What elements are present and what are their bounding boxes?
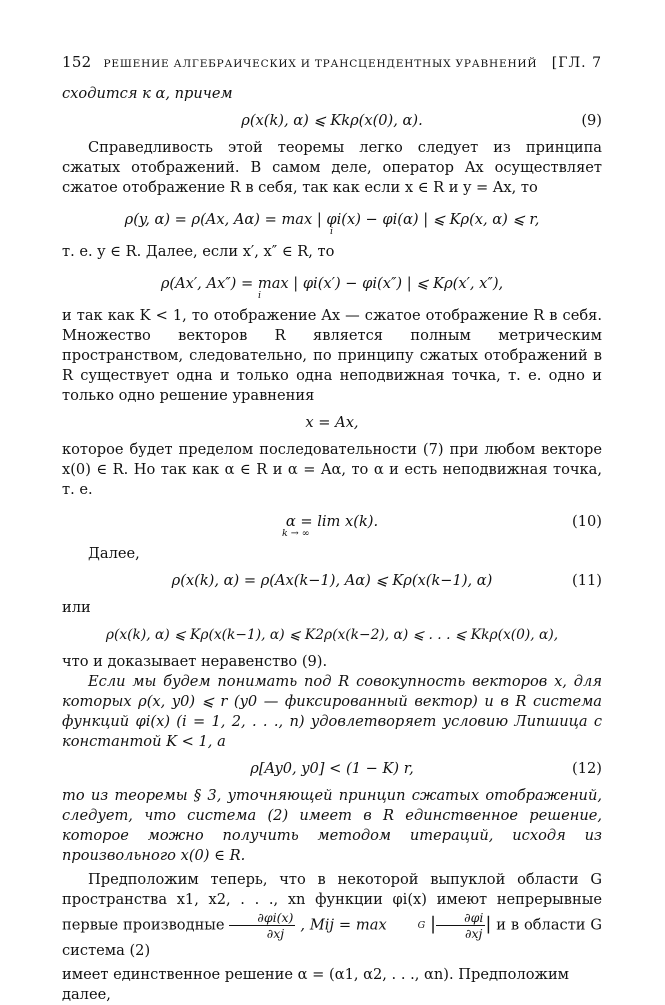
equation-10 <box>62 504 602 540</box>
paragraph: или <box>62 599 91 616</box>
formula: ρ(x(k), α) ⩽ Kkρ(x(0), α). <box>241 112 423 129</box>
equation <box>62 622 602 648</box>
equation-9 <box>62 108 602 134</box>
formula: ρ[Ay0, y0] < (1 − K) r, <box>250 760 414 777</box>
fraction-numerator: ∂φi <box>436 910 485 926</box>
formula: ρ(x(k), α) ⩽ Kρ(x(k−1), α) ⩽ K2ρ(x(k−2), α) ⩽ . . . ⩽ Kkρ(x(0), α), <box>105 627 559 643</box>
equation <box>62 202 602 238</box>
paragraph: которое будет пределом последовательности (7) при любом векторе x(0) ∈ R. Но так как α ∈ R и α = Aα, то α и есть неподвижная точка, т. е. <box>62 441 602 498</box>
formula: , Mij = max <box>300 916 387 934</box>
chapter-label: [ГЛ. 7 <box>551 55 602 71</box>
paragraph-text: и в области G система (2) <box>62 916 603 959</box>
fraction-numerator: ∂φi(x) <box>229 910 295 926</box>
paragraph: имеет единственное решение α = (α1, α2, . . ., αn). Предположим далее, <box>62 966 570 1003</box>
max-subscript: i <box>258 290 262 301</box>
equation-number: (12) <box>572 760 602 777</box>
fraction-denominator: ∂xj <box>266 926 285 941</box>
formula: x = Ax, <box>305 414 359 431</box>
page-number: 152 <box>62 53 92 71</box>
equation-number: (11) <box>572 572 602 589</box>
equation-number: (10) <box>572 513 602 530</box>
running-header <box>62 52 602 74</box>
equation-12 <box>62 756 602 782</box>
equation <box>62 410 602 436</box>
formula: ρ(Ax′, Ax″) = max | φi(x′) − φi(x″) | ⩽ Kρ(x′, x″), <box>160 275 504 292</box>
partial-derivative-abs <box>436 910 485 941</box>
fraction-denominator: ∂xj <box>465 926 483 941</box>
paragraph: то из теоремы § 3, уточняющей принцип сжатых отображений, следует, что система (2) имеет в R единственное решение, которое можно получить методом итераций, исходя из произвольного x(0) ∈ R. <box>62 787 602 864</box>
text-line: сходится к α, причем <box>62 85 233 102</box>
paragraph-text: Предположим теперь, что в некоторой выпуклой области G пространства x1, x2, . . ., xn функции φi(x) имеют непрерывные первые производные <box>62 871 602 934</box>
paragraph: Предположим теперь, что в некоторой выпуклой области G пространства x1, x2, . . ., xn функции φi(x) имеют непрерывные первые производные $\frac{\partial\varphi i(x)}{\partial xj}$ , Mij = max G | $\frac{\partial\varphi i}{\partial xj}$ | и в области G система (2) <box>62 871 603 959</box>
partial-derivative-fraction <box>229 910 295 941</box>
equation-11 <box>62 568 602 594</box>
equation <box>62 266 602 302</box>
formula: ρ(y, α) = ρ(Ax, Aα) = max | φi(x) − φi(α) | ⩽ Kρ(x, α) ⩽ r, <box>124 211 540 228</box>
paragraph: Далее, <box>88 545 140 562</box>
max-subscript: i <box>330 226 334 237</box>
paragraph: Если мы будем понимать под R совокупность векторов x, для которых ρ(x, y0) ⩽ r (y0 — фиксированный вектор) и в R система функций φi(x) (i = 1, 2, . . ., n) удовлетворяет условию Липшица с константой K < 1, а <box>62 673 602 750</box>
max-subscript: G <box>417 920 426 931</box>
page <box>62 52 602 1005</box>
paragraph: Справедливость этой теоремы легко следует из принципа сжатых отображений. В самом деле, оператор Ax осуществляет сжатое отображение R в себя, так как если x ∈ R и y = Ax, то <box>62 139 602 196</box>
paragraph: что и доказывает неравенство (9). <box>62 653 328 670</box>
formula: α = lim x(k). <box>285 513 379 530</box>
paragraph: т. е. y ∈ R. Далее, если x′, x″ ∈ R, то <box>62 243 335 260</box>
formula: ρ(x(k), α) = ρ(Ax(k−1), Aα) ⩽ Kρ(x(k−1), α) <box>171 572 493 589</box>
running-title: РЕШЕНИЕ АЛГЕБРАИЧЕСКИХ И ТРАНСЦЕНДЕНТНЫХ УРАВНЕНИЙ <box>103 58 538 70</box>
equation-number: (9) <box>581 112 602 129</box>
lim-subscript: k → ∞ <box>282 528 310 539</box>
paragraph: и так как K < 1, то отображение Ax — сжатое отображение R в себя. Множество векторов R является полным метрическим пространством, следовательно, по принципу сжатых отображений в R существует одна и только одна неподвижная точка, т. е. одно и только одно решение уравнения <box>62 307 602 404</box>
